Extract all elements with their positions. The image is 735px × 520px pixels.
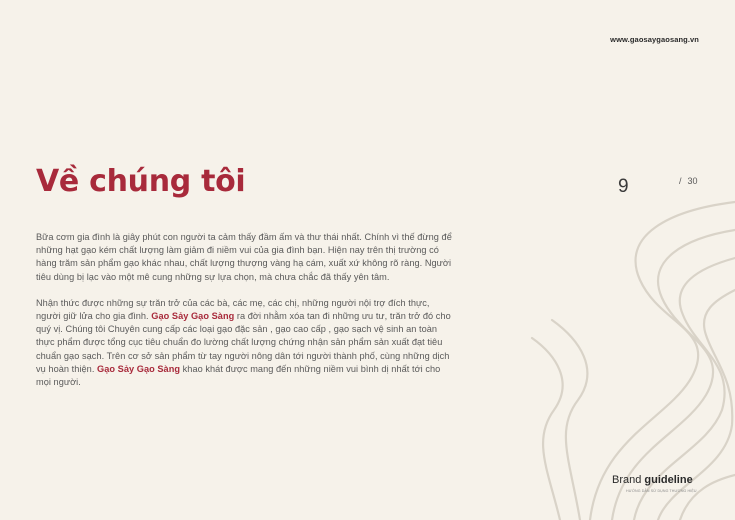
wave-line-5 (552, 320, 587, 520)
paragraph-mission-part1: Nhận thức được những sự trăn trở của các bà, các mẹ, các chị, những người nội trợ đích thực, người giữ lửa cho gia đình. (36, 297, 430, 322)
decorative-wave-lines (520, 190, 735, 520)
page-total (679, 176, 698, 186)
paragraph-mission-part2: ra đời nhằm xóa tan đi những ưu tư, trăn trở đó cho quý vị. Chúng tôi Chuyên cung cấp các loại gạo đặc sản , gạo cao cấp , gạo sạch vệ sinh an toàn thực phẩm được tổng cục tiêu chuẩn đo lường chất lượng chứng nhận sản phẩm sản xuất đạt tiêu chuẩn gạo sạch. Trên cơ sở sản phẩm từ tay người nông dân tới người thành phố, cùng những dịch vụ hoàn thiện. (36, 311, 451, 374)
page-number: 9 (618, 176, 629, 197)
page-total-value: 30 (687, 176, 698, 186)
brand-word: Brand (612, 474, 642, 486)
guideline-word: guideline (644, 474, 693, 486)
brand-guideline-label (612, 474, 693, 486)
wave-line-6 (532, 338, 563, 520)
page-title: Về chúng tôi (36, 164, 246, 199)
page-separator: / (679, 176, 682, 186)
body-text (36, 231, 456, 402)
brand-name-highlight: Gạo Sảy Gạo Sàng (151, 311, 235, 322)
website-url[interactable]: www.gaosaygaosang.vn (610, 35, 699, 44)
brand-guideline-subtitle: HƯỚNG DẪN SỬ DỤNG THƯƠNG HIỆU (626, 489, 697, 493)
paragraph-mission (36, 297, 456, 389)
paragraph-mission-part3: khao khát được mang đến những niềm vui bình dị nhất tới cho mọi người. (36, 363, 441, 388)
brand-name-highlight: Gạo Sảy Gạo Sàng (97, 363, 181, 374)
paragraph-intro: Bữa cơm gia đình là giây phút con người ta cảm thấy đầm ấm và thư thái nhất. Chính vì thế đừng để những hạt gạo kém chất lượng làm giảm đi niềm vui của gia đình bạn. Hiện nay trên thị trường có hàng trăm sản phẩm gạo khác nhau, chất lượng thượng vàng hạ cám, xuất xứ không rõ ràng. Người tiêu dùng bị lạc vào một mê cung những sự lựa chọn, mà chưa chắc đã thấy yên tâm. (36, 232, 452, 282)
